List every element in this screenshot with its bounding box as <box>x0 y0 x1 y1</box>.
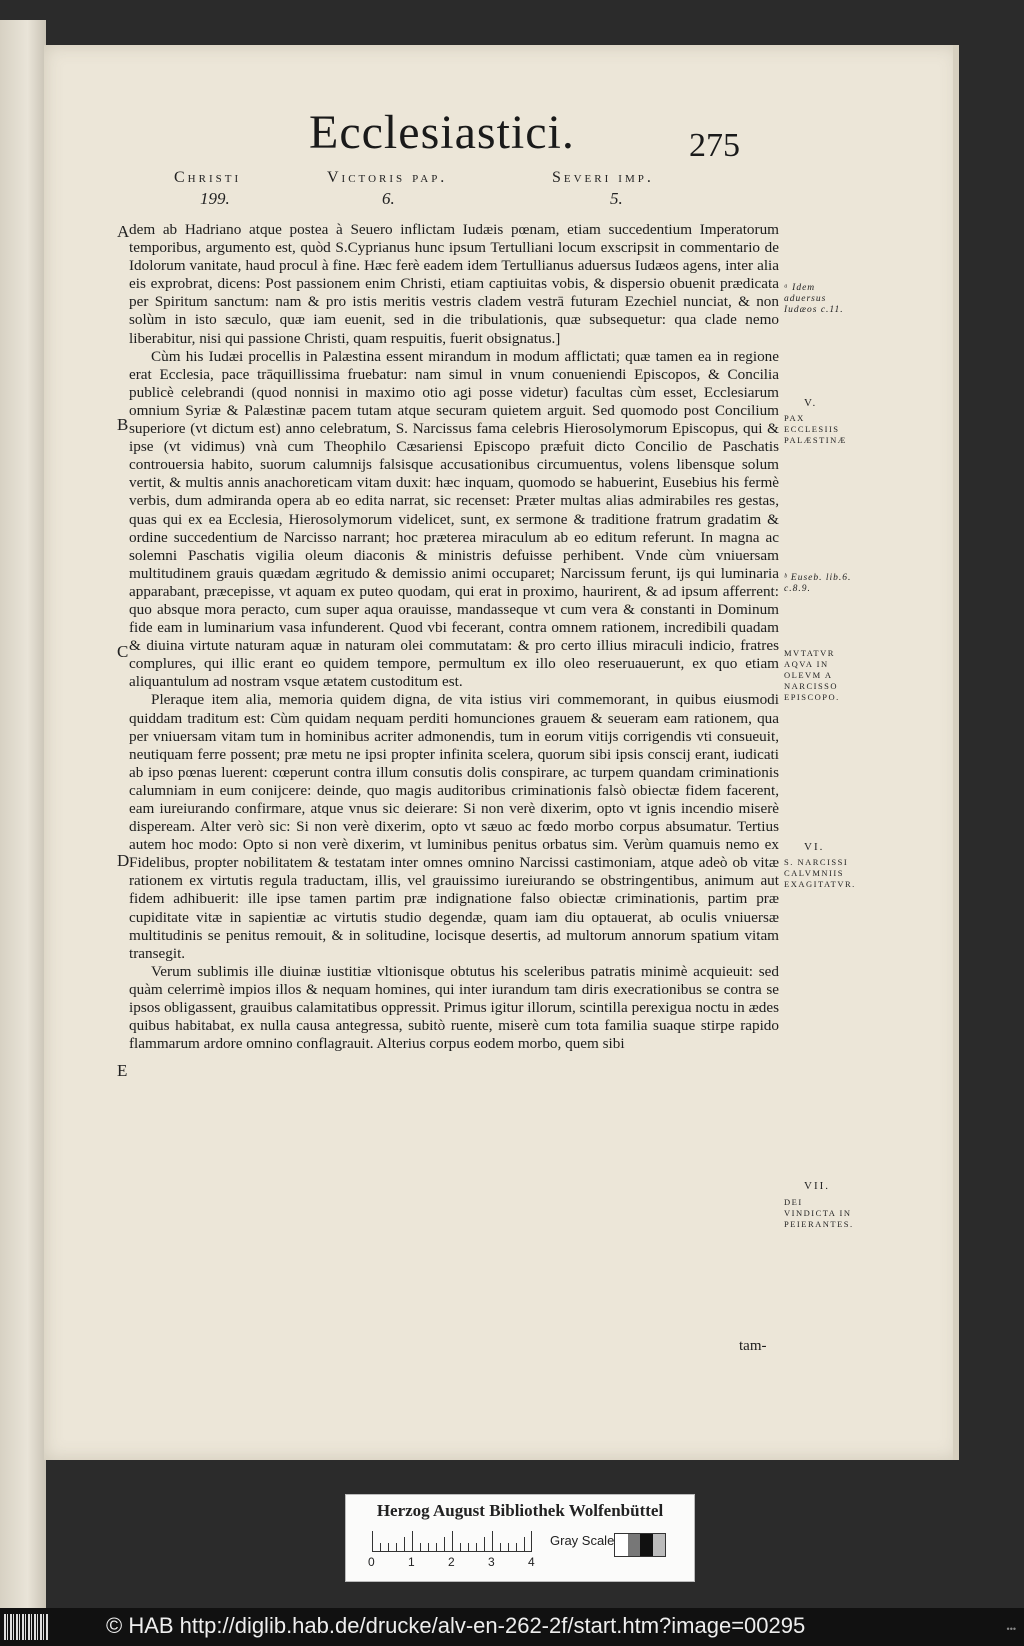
margin-note-mutatur: MVTATVR AQVA IN OLEVM A NARCISSO EPISCOPO. <box>784 648 840 702</box>
running-head: Ecclesiastici. <box>309 106 575 159</box>
library-color-card <box>345 1494 695 1582</box>
pope-label: Victoris pap. <box>327 169 448 186</box>
margin-note-b: ᵇ Euseb. lib.6. c.8.9. <box>784 573 852 594</box>
margin-note-calumnia: S. NARCISSI CALVMNIIS EXAGITATVR. <box>784 857 856 889</box>
paragraph: Pleraque item alia, memoria quidem digna, de vita istius viri commemorant, in quibus eiusmodi quiddam traditum est: Cùm quidam nequam perditi homunciones grauem & seueram eam rationem, qua per vniuersam vitam tum in hominibus acriter admonendis, tum in eorum vitijs corrigendis vti consueuit, neutiquam ferre possent; præ metu ne ipsi propter infinita scelera, quorum sibi ipsis conscij erant, iudicati ab ipso pœnas luerent: cœperunt contra illum consutis dolis conspirare, ac turpem quandam criminationis calumniam in eum conijcere: deinde, quo magis auditoribus criminationis falsò obiectæ fidem facerent, eam iureiurando confirmare, atque vnus sic deierare: Si non verè dixerim, opto vt ignis incendio miserè dispeream. Alter verò sic: Si non verè dixerim, opto vt sæuo ac fœdo morbo corpus absumatur. Tertius autem hoc modo: Opto si non verè dixerim, vt luminibus penitus orbatus sim. Verùm quamuis nemo ex Fidelibus, propter nobilitatem & testatam inter omnes omnino Narcissi castimoniam, atque adeò ob vitæ rationem ex virtutis regula traductam, illis, vel grauissimo iureiurando se obstringentibus, animum aut fidem adhibuerit: ille ipse tamen partim præ indignatione falso obiectæ criminationis, partim præ cupiditate vitæ in sapientiæ ac virtutis studio degendæ, quam iam diu optauerat, ab oculis vniuersæ multitudinis se penitus remouit, & in solitudine, locisque desertis, ad multorum annorum spatium vitam transegit. <box>129 691 779 962</box>
section-letter-e: E <box>117 1061 128 1080</box>
main-text <box>129 221 779 1053</box>
footer-dots: ••• <box>1006 1624 1016 1634</box>
barcode-icon <box>4 1614 48 1640</box>
christi-label: Christi <box>174 169 242 186</box>
margin-note-pax: PAX ECCLESIIS PALÆSTINÆ <box>784 413 847 445</box>
page-number: 275 <box>689 127 740 164</box>
section-letter-b: B <box>117 415 129 434</box>
catchword: tam- <box>739 1338 767 1354</box>
section-letter-c: C <box>117 642 129 661</box>
margin-note-dei: DEI VINDICTA IN PEIERANTES. <box>784 1197 854 1229</box>
emperor-label: Severi imp. <box>552 169 654 186</box>
pope-year: 6. <box>382 189 395 208</box>
emperor-year: 5. <box>610 189 623 208</box>
library-title: Herzog August Bibliothek Wolfenbüttel <box>376 1501 664 1520</box>
section-letter-a: A <box>117 222 130 241</box>
section-number-vi: VI. <box>804 841 825 853</box>
ruler-number: 2 <box>448 1555 455 1569</box>
paragraph: dem ab Hadriano atque postea à Seuero inflictam Iudæis pœnam, etiam succedentium Imperatorum temporibus, argumento est, quòd S.Cyprianus hunc ipsum Tertulliani locum exscripsit in commentario de Idolorum vanitate, haud procul à fine. Hæc ferè eadem idem Tertullianus aduersus Iudæos agens, inter alia eis exprobrat, dicens: Post passionem enim Christi, etiam captiuitas vobis, & dispersio obuenit prædicata per Spiritum sanctum: nam & pro istis meritis vestris cladem vestrā futuram Ezechiel nunciat, & non solùm in isto sæculo, quæ iam euenit, sed in die tribulationis, quæ subsequetur: qua clade nemo liberabitur, nisi qui passione Christi, quam respuitis, fuerit obsignatus.] <box>129 221 779 347</box>
margin-note-a: ᵃ Idem aduersus Iudæos c.11. <box>784 283 844 315</box>
ruler-number: 1 <box>408 1555 415 1569</box>
book-page <box>44 45 959 1460</box>
footer-bar <box>0 1608 1024 1646</box>
left-page-edge <box>0 20 46 1620</box>
ruler-number: 3 <box>488 1555 495 1569</box>
ruler-number: 0 <box>368 1555 375 1569</box>
gray-scale-swatch <box>614 1533 666 1557</box>
ruler-number: 4 <box>528 1555 535 1569</box>
section-number-v: V. <box>804 397 818 409</box>
paragraph: Cùm his Iudæi procellis in Palæstina essent mirandum in modum afflictati; quæ tamen ea in regione erat Ecclesia, pace trāquillissima fruebatur: nam simul in vnum conueniendi Episcopos, & Concilia publicè celebrandi (quod nonnisi in maximo otio agi posse videtur) facultas cùm esset, Ecclesiarum omnium Syriæ & Palæstinæ pacem tutam atque securam quietem arguit. Sed quomodo post Concilium superiore (vt dictum est) anno celebratum, S. Narcissus fama celebris Hierosolymorum Episcopus, qui & ipse (vt vidimus) vnà cum Theophilo Cæsariensi Episcopo præfuit dicto Concilio de Paschatis controuersia habito, suorum calumnijs falsisque accusationibus circumuentus, volens libensque solum vertit, & multis annis anachoreticam vitam duxit: hæc inquam, quomodo se habuerint, Eusebius his fermè verbis, dum admiranda opera ab eo edita narrat, sic recenset: Præter multas alias admirabiles res gestas, quas qui ex ea Ecclesia, Hierosolymorum videlicet, sunt, ex sermone & traditione fratrum gradatim & ordine succedentium de Narcisso narrant; hoc præterea miraculum ab eo editum referunt. In magna ac solemni Paschatis vigilia oleum diaconis & ministris defuisse perhibent. Vnde cùm vniuersam multitudinem grauis quædam ægritudo & demissio animi occuparet; Narcissum ferunt, ijs qui luminaria apparabant, præcepisse, vt aquam ex puteo quodam, qui erat in proximo, haurirent, & ad ipsum afferrent: quo absque mora peracto, cum super aqua orauisse, mandasseque vt cum vera & constanti in Dominum fide eam in luminarium vasa infunderent. Quod vbi fecerant, contra omnem rationem, incredibili quadam & diuina virtute naturam aquæ in naturam olei commutatam: & pro certo illius miraculi indicio, fratres complures, qui illic erant eo quidem tempore, permultum ex illo oleo reseruauerunt, ex quo etiam aliquantulum ad nostram vsque ætatem custoditum est. <box>129 347 779 691</box>
section-number-vii: VII. <box>804 1180 831 1192</box>
section-letter-d: D <box>117 851 130 870</box>
gray-scale-label: Gray Scale <box>550 1533 615 1548</box>
measurement-ruler <box>372 1531 532 1552</box>
paragraph: Verum sublimis ille diuinæ iustitiæ vltionisque obtutus his sceleribus patratis minimè acquieuit: sed quàm celerrimè impios illos & nequam homines, qui inter iurandum tam diris execrationibus se contra se ipsos obligassent, grauibus calamitatibus oppressit. Primus igitur illorum, scintilla perexigua noctu in ædes quibus habitabat, ex nulla causa antegressa, subitò ruente, miserè cum tota familia suaque stirpe rapido flammarum ardore omnino conflagrauit. Alterius corpus eodem morbo, quem sibi <box>129 962 779 1053</box>
footer-url[interactable]: © HAB http://diglib.hab.de/drucke/alv-en-262-2f/start.htm?image=00295 <box>106 1613 806 1638</box>
christi-year: 199. <box>200 189 230 208</box>
